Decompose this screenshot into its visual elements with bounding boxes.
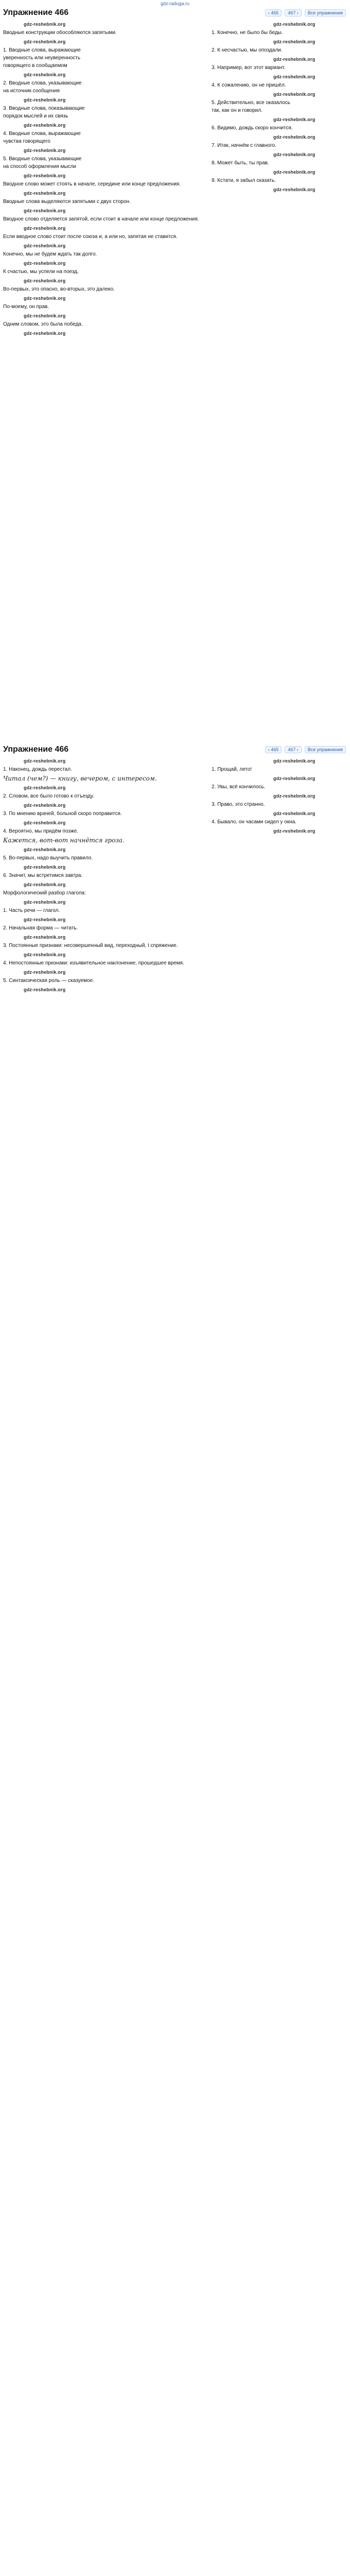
prev-exercise-button[interactable]: ‹ 465: [265, 9, 282, 16]
watermark: gdz-reshebnik.org: [24, 278, 66, 283]
text-line: 9. Кстати, я забыл сказать.: [212, 178, 276, 183]
watermark: gdz-reshebnik.org: [24, 208, 66, 213]
exercise-title: Упражнение 466: [3, 745, 69, 754]
next-exercise-button[interactable]: 467 ›: [285, 9, 302, 16]
watermark: gdz-reshebnik.org: [273, 776, 316, 781]
exercise-nav: [265, 9, 346, 16]
watermark: gdz-reshebnik.org: [273, 811, 316, 816]
text-line: на способ оформления мысли: [3, 164, 76, 170]
watermark: gdz-reshebnik.org: [24, 22, 66, 27]
watermark: gdz-reshebnik.org: [24, 935, 66, 940]
watermark: gdz-reshebnik.org: [273, 828, 316, 834]
watermark: gdz-reshebnik.org: [24, 261, 66, 266]
watermark: gdz-reshebnik.org: [24, 882, 66, 887]
left-column: [0, 19, 208, 339]
watermark: gdz-reshebnik.org: [24, 148, 66, 153]
text-line: 4. Непостоянные признаки: изъявительное наклонение, прошедшее время.: [3, 960, 184, 966]
site-header-text[interactable]: gdz-raduga.ru: [160, 1, 190, 6]
exercise-section-1: [0, 7, 350, 744]
text-line: 6. Видимо, дождь скоро кончится.: [212, 125, 293, 131]
handwritten-line: Кажется, вот-вот начнётся гроза.: [3, 837, 125, 844]
text-line: так, как он и говорил.: [212, 108, 263, 113]
text-line: 4. К сожалению, он не пришёл.: [212, 82, 286, 88]
watermark: gdz-reshebnik.org: [273, 758, 316, 764]
text-line: порядок мыслей и их связь: [3, 113, 68, 119]
all-exercises-button[interactable]: Все упражнения: [305, 746, 346, 753]
watermark: gdz-reshebnik.org: [273, 74, 316, 79]
watermark: gdz-reshebnik.org: [24, 758, 66, 764]
text-line: Если вводное слово стоит после союза и, а или но, запятая не ставится.: [3, 234, 178, 240]
text-line: на источник сообщения: [3, 88, 60, 94]
text-line: 2. Словом, все было готово к отъезду.: [3, 793, 94, 799]
text-line: Морфологический разбор глагола:: [3, 890, 86, 896]
text-line: Вводные конструкции обособляются запятыми.: [3, 30, 117, 36]
text-line: По-моему, он прав.: [3, 304, 49, 310]
watermark: gdz-reshebnik.org: [273, 134, 316, 140]
text-line: 7. Итак, начнём с главного.: [212, 143, 276, 148]
watermark: gdz-reshebnik.org: [24, 785, 66, 790]
text-line: 8. Может быть, ты прав.: [212, 160, 269, 166]
right-column: [208, 19, 350, 339]
watermark: gdz-reshebnik.org: [24, 226, 66, 231]
text-line: 2. Вводные слова, указывающие: [3, 80, 82, 86]
exercise-section-2: [0, 744, 350, 2576]
text-line: чувства говорящего: [3, 139, 50, 144]
next-exercise-button[interactable]: 467 ›: [285, 746, 302, 753]
all-exercises-button[interactable]: Все упражнения: [305, 9, 346, 16]
watermark: gdz-reshebnik.org: [24, 296, 66, 301]
watermark: gdz-reshebnik.org: [24, 900, 66, 905]
watermark: gdz-reshebnik.org: [24, 173, 66, 178]
text-line: 2. Начальная форма — читать.: [3, 925, 78, 931]
text-line: 2. К несчастью, мы опоздали.: [212, 47, 283, 53]
text-line: 1. Конечно, не было бы беды.: [212, 30, 283, 36]
watermark: gdz-reshebnik.org: [24, 987, 66, 992]
exercise-title: Упражнение 466: [3, 8, 69, 17]
watermark: gdz-reshebnik.org: [273, 152, 316, 157]
text-line: говорящего в сообщаемом: [3, 63, 67, 69]
watermark: gdz-reshebnik.org: [24, 917, 66, 922]
watermark: gdz-reshebnik.org: [24, 191, 66, 196]
text-line: 3. Постоянные признаки: несовершенный вид, переходный, I спряжение.: [3, 943, 178, 948]
watermark: gdz-reshebnik.org: [24, 72, 66, 77]
text-line: Во-первых, это опасно, во-вторых, это далеко.: [3, 286, 115, 292]
watermark: gdz-reshebnik.org: [273, 793, 316, 799]
watermark: gdz-reshebnik.org: [273, 57, 316, 62]
text-line: 3. Вводные слова, показывающие: [3, 106, 85, 111]
text-line: 1. Часть речи — глагол.: [3, 908, 60, 913]
watermark: gdz-reshebnik.org: [24, 847, 66, 852]
text-line: 1. Вводные слова, выражающие: [3, 47, 81, 53]
watermark: gdz-reshebnik.org: [24, 803, 66, 808]
right-column: [208, 755, 350, 995]
text-line: 1. Наконец, дождь перестал.: [3, 767, 72, 772]
text-line: К счастью, мы успели на поезд.: [3, 269, 79, 275]
text-line: 4. Вероятно, мы придём позже.: [3, 828, 79, 834]
watermark: gdz-reshebnik.org: [24, 820, 66, 825]
handwritten-line: Читал (чем?) — книгу, вечером, с интересом.: [3, 775, 157, 782]
watermark: gdz-reshebnik.org: [24, 243, 66, 248]
watermark: gdz-reshebnik.org: [273, 22, 316, 27]
watermark: gdz-reshebnik.org: [24, 331, 66, 336]
left-column: [0, 755, 208, 995]
text-line: Вводные слова выделяются запятыми с двух сторон.: [3, 199, 131, 205]
text-line: 6. Значит, мы встретимся завтра.: [3, 873, 83, 878]
watermark: gdz-reshebnik.org: [24, 970, 66, 975]
text-line: 3. Право, это странно.: [212, 802, 265, 807]
site-header[interactable]: [0, 0, 350, 7]
text-line: 1. Прощай, лето!: [212, 767, 252, 772]
text-line: 4. Бывало, он часами сидел у окна.: [212, 819, 296, 825]
watermark: gdz-reshebnik.org: [273, 170, 316, 175]
text-line: 5. Во-первых, надо выучить правило.: [3, 855, 93, 861]
text-line: 5. Действительно, все оказалось: [212, 100, 290, 106]
watermark: gdz-reshebnik.org: [273, 92, 316, 97]
watermark: gdz-reshebnik.org: [24, 123, 66, 128]
text-line: Вводное слово отделяется запятой, если стоит в начале или конце предложения.: [3, 216, 199, 222]
text-line: Одним словом, это была победа.: [3, 321, 83, 327]
watermark: gdz-reshebnik.org: [273, 187, 316, 192]
exercise-nav: [265, 746, 346, 753]
prev-exercise-button[interactable]: ‹ 465: [265, 746, 282, 753]
text-line: Вводное слово может стоять в начале, середине или конце предложения.: [3, 181, 181, 187]
watermark: gdz-reshebnik.org: [24, 865, 66, 870]
text-line: уверенность или неуверенность: [3, 55, 81, 61]
text-line: 4. Вводные слова, выражающие: [3, 131, 81, 137]
watermark: gdz-reshebnik.org: [24, 97, 66, 103]
text-line: 3. По мнению врачей, больной скоро поправится.: [3, 811, 122, 817]
text-line: Конечно, мы не будем ждать так долго.: [3, 251, 97, 257]
watermark: gdz-reshebnik.org: [24, 952, 66, 957]
text-line: 5. Вводные слова, указывающие: [3, 156, 82, 162]
text-line: 5. Синтаксическая роль — сказуемое.: [3, 978, 94, 984]
text-line: 3. Например, вот этот вариант.: [212, 65, 286, 71]
watermark: gdz-reshebnik.org: [273, 117, 316, 122]
text-line: 2. Увы, всё кончилось.: [212, 784, 266, 790]
watermark: gdz-reshebnik.org: [24, 313, 66, 318]
watermark: gdz-reshebnik.org: [273, 39, 316, 44]
watermark: gdz-reshebnik.org: [24, 39, 66, 44]
